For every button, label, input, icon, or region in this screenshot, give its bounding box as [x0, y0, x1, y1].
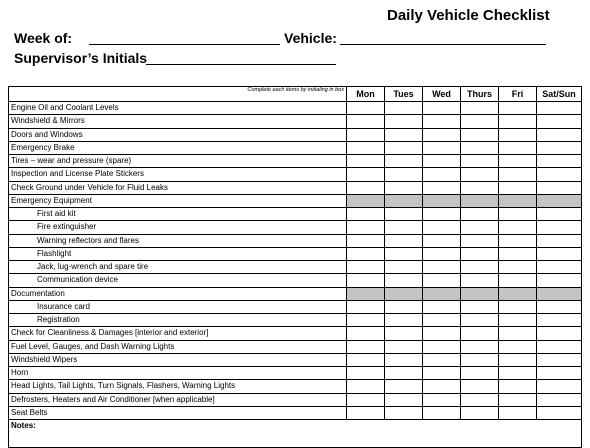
initial-box[interactable]	[385, 141, 423, 154]
initial-box	[537, 194, 582, 207]
notes-label: Notes:	[11, 421, 36, 430]
initial-box[interactable]	[537, 274, 582, 287]
initial-box[interactable]	[499, 155, 537, 168]
initial-box[interactable]	[461, 128, 499, 141]
initial-box[interactable]	[347, 367, 385, 380]
vehicle-label: Vehicle:	[284, 30, 337, 46]
initial-box[interactable]	[537, 234, 582, 247]
initial-box[interactable]	[423, 393, 461, 406]
initial-box[interactable]	[423, 221, 461, 234]
checklist-row	[9, 247, 582, 260]
initial-box[interactable]	[461, 141, 499, 154]
checklist-row	[9, 406, 582, 419]
checklist-row	[9, 181, 582, 194]
initial-box[interactable]	[499, 300, 537, 313]
checklist-item-label: Windshield & Mirrors	[9, 115, 347, 128]
checklist-row	[9, 314, 582, 327]
document-title: Daily Vehicle Checklist	[387, 7, 550, 24]
checklist-row	[9, 102, 582, 115]
initial-box	[347, 194, 385, 207]
checklist-row	[9, 128, 582, 141]
initial-box[interactable]	[385, 234, 423, 247]
initial-box[interactable]	[537, 181, 582, 194]
initial-box[interactable]	[499, 102, 537, 115]
initial-box[interactable]	[385, 128, 423, 141]
initial-box[interactable]	[537, 327, 582, 340]
initial-box[interactable]	[461, 327, 499, 340]
checklist-row	[9, 340, 582, 353]
checklist-row	[9, 115, 582, 128]
initial-box[interactable]	[423, 181, 461, 194]
checklist-item-label: Emergency Brake	[9, 141, 347, 154]
supervisor-initials-label: Supervisor’s Initials	[14, 50, 148, 66]
initial-box[interactable]	[385, 327, 423, 340]
checklist-item-label: Emergency Equipment	[9, 194, 347, 207]
initial-box[interactable]	[537, 353, 582, 366]
initial-box[interactable]	[347, 102, 385, 115]
checklist-item-label: Horn	[9, 367, 347, 380]
initial-box[interactable]	[461, 181, 499, 194]
checklist-item-label: Flashlight	[9, 247, 347, 260]
initial-box[interactable]	[347, 208, 385, 221]
day-header: Tues	[385, 87, 423, 102]
checklist-item-label: Insurance card	[9, 300, 347, 313]
checklist-item-label: First aid kit	[9, 208, 347, 221]
initial-box	[423, 194, 461, 207]
initial-box[interactable]	[385, 367, 423, 380]
initial-box	[499, 287, 537, 300]
initial-box[interactable]	[499, 353, 537, 366]
initial-box[interactable]	[423, 155, 461, 168]
checklist-row	[9, 327, 582, 340]
initial-box[interactable]	[537, 221, 582, 234]
initial-box[interactable]	[347, 380, 385, 393]
checklist-row	[9, 367, 582, 380]
initial-box[interactable]	[347, 141, 385, 154]
initial-box[interactable]	[499, 221, 537, 234]
initial-box[interactable]	[347, 155, 385, 168]
checklist-table	[8, 86, 582, 448]
initial-box[interactable]	[385, 261, 423, 274]
checklist-item-label: Registration	[9, 314, 347, 327]
checklist-row	[9, 300, 582, 313]
checklist-item-label: Jack, lug-wrench and spare tire	[9, 261, 347, 274]
initial-box[interactable]	[385, 393, 423, 406]
supervisor-initials-field[interactable]	[146, 64, 336, 65]
initial-box[interactable]	[461, 234, 499, 247]
initial-box[interactable]	[423, 115, 461, 128]
checklist-item-label: Warning reflectors and flares	[9, 234, 347, 247]
checklist-item-label: Tires – wear and pressure (spare)	[9, 155, 347, 168]
initial-box[interactable]	[385, 274, 423, 287]
initial-box[interactable]	[423, 327, 461, 340]
initial-box[interactable]	[461, 406, 499, 419]
checklist-item-label: Windshield Wipers	[9, 353, 347, 366]
initial-box[interactable]	[385, 247, 423, 260]
initial-box[interactable]	[385, 353, 423, 366]
initial-box[interactable]	[537, 367, 582, 380]
initial-box[interactable]	[461, 221, 499, 234]
initial-box[interactable]	[461, 274, 499, 287]
initial-box[interactable]	[423, 340, 461, 353]
checklist-row	[9, 155, 582, 168]
checklist-item-label: Engine Oil and Coolant Levels	[9, 102, 347, 115]
initial-box[interactable]	[347, 314, 385, 327]
initial-box[interactable]	[347, 128, 385, 141]
initial-box[interactable]	[423, 406, 461, 419]
initial-box[interactable]	[347, 300, 385, 313]
initial-box[interactable]	[461, 393, 499, 406]
initial-box[interactable]	[537, 168, 582, 181]
initial-box[interactable]	[385, 221, 423, 234]
instruction-text: Complete each items by initialing in box	[9, 87, 347, 102]
checklist-item-label: Check for Cleanliness & Damages [interior and exterior]	[9, 327, 347, 340]
initial-box[interactable]	[537, 247, 582, 260]
initial-box	[537, 287, 582, 300]
initial-box[interactable]	[461, 208, 499, 221]
initial-box[interactable]	[423, 168, 461, 181]
initial-box[interactable]	[347, 274, 385, 287]
checklist-item-label: Head Lights, Tail Lights, Turn Signals, Flashers, Warning Lights	[9, 380, 347, 393]
initial-box[interactable]	[499, 274, 537, 287]
initial-box[interactable]	[347, 406, 385, 419]
initial-box[interactable]	[385, 155, 423, 168]
initial-box[interactable]	[537, 300, 582, 313]
initial-box[interactable]	[423, 300, 461, 313]
initial-box[interactable]	[385, 380, 423, 393]
initial-box[interactable]	[499, 340, 537, 353]
initial-box[interactable]	[499, 393, 537, 406]
checklist-row	[9, 221, 582, 234]
initial-box[interactable]	[423, 380, 461, 393]
initial-box[interactable]	[461, 115, 499, 128]
initial-box[interactable]	[385, 340, 423, 353]
initial-box[interactable]	[385, 168, 423, 181]
initial-box[interactable]	[461, 300, 499, 313]
checklist-item-label: Check Ground under Vehicle for Fluid Leaks	[9, 181, 347, 194]
checklist-row	[9, 380, 582, 393]
initial-box	[423, 287, 461, 300]
initial-box[interactable]	[537, 155, 582, 168]
day-header: Mon	[347, 87, 385, 102]
initial-box[interactable]	[499, 181, 537, 194]
checklist-item-label: Communication device	[9, 274, 347, 287]
initial-box[interactable]	[461, 261, 499, 274]
initial-box[interactable]	[385, 181, 423, 194]
checklist-row	[9, 274, 582, 287]
day-header: Fri	[499, 87, 537, 102]
initial-box[interactable]	[537, 314, 582, 327]
initial-box[interactable]	[385, 115, 423, 128]
checklist-item-label: Seat Belts	[9, 406, 347, 419]
initial-box[interactable]	[423, 234, 461, 247]
initial-box[interactable]	[499, 314, 537, 327]
checklist-row	[9, 141, 582, 154]
checklist-row	[9, 168, 582, 181]
initial-box[interactable]	[423, 367, 461, 380]
initial-box[interactable]	[347, 393, 385, 406]
initial-box[interactable]	[385, 102, 423, 115]
initial-box[interactable]	[423, 247, 461, 260]
day-header: Thurs	[461, 87, 499, 102]
initial-box[interactable]	[499, 261, 537, 274]
initial-box[interactable]	[499, 247, 537, 260]
initial-box[interactable]	[347, 234, 385, 247]
initial-box	[499, 194, 537, 207]
initial-box[interactable]	[423, 208, 461, 221]
initial-box[interactable]	[347, 168, 385, 181]
initial-box[interactable]	[499, 168, 537, 181]
initial-box[interactable]	[499, 115, 537, 128]
initial-box	[461, 287, 499, 300]
initial-box[interactable]	[423, 128, 461, 141]
week-of-label: Week of:	[14, 30, 73, 46]
initial-box[interactable]	[499, 327, 537, 340]
initial-box[interactable]	[499, 234, 537, 247]
initial-box[interactable]	[347, 353, 385, 366]
initial-box[interactable]	[385, 314, 423, 327]
initial-box[interactable]	[385, 406, 423, 419]
initial-box[interactable]	[423, 353, 461, 366]
initial-box[interactable]	[461, 314, 499, 327]
initial-box[interactable]	[385, 300, 423, 313]
initial-box[interactable]	[499, 367, 537, 380]
initial-box[interactable]	[537, 406, 582, 419]
initial-box[interactable]	[347, 247, 385, 260]
checklist-row	[9, 393, 582, 406]
initial-box[interactable]	[499, 406, 537, 419]
initial-box[interactable]	[461, 367, 499, 380]
initial-box	[385, 194, 423, 207]
day-header: Sat/Sun	[537, 87, 582, 102]
checklist-item-label: Doors and Windows	[9, 128, 347, 141]
initial-box[interactable]	[461, 155, 499, 168]
initial-box[interactable]	[461, 380, 499, 393]
initial-box[interactable]	[423, 274, 461, 287]
initial-box	[461, 194, 499, 207]
checklist-row	[9, 353, 582, 366]
initial-box	[385, 287, 423, 300]
initial-box[interactable]	[537, 208, 582, 221]
table-header-row	[9, 87, 582, 102]
initial-box[interactable]	[461, 340, 499, 353]
checklist-item-label: Defrosters, Heaters and Air Conditioner [when applicable]	[9, 393, 347, 406]
checklist-row	[9, 287, 582, 300]
initial-box[interactable]	[423, 314, 461, 327]
checklist-row	[9, 208, 582, 221]
checklist-row	[9, 234, 582, 247]
initial-box[interactable]	[461, 102, 499, 115]
initial-box[interactable]	[347, 327, 385, 340]
initial-box[interactable]	[347, 340, 385, 353]
initial-box	[347, 287, 385, 300]
initial-box[interactable]	[499, 380, 537, 393]
initial-box[interactable]	[423, 261, 461, 274]
day-header: Wed	[423, 87, 461, 102]
initial-box[interactable]	[385, 208, 423, 221]
checklist-item-label: Fire extinguisher	[9, 221, 347, 234]
checklist-item-label: Fuel Level, Gauges, and Dash Warning Lights	[9, 340, 347, 353]
initial-box[interactable]	[423, 102, 461, 115]
initial-box[interactable]	[537, 261, 582, 274]
checklist-row	[9, 261, 582, 274]
initial-box[interactable]	[537, 141, 582, 154]
initial-box[interactable]	[537, 128, 582, 141]
initial-box[interactable]	[499, 141, 537, 154]
initial-box[interactable]	[537, 393, 582, 406]
notes-row	[9, 420, 582, 448]
initial-box[interactable]	[347, 221, 385, 234]
checklist-item-label: Inspection and License Plate Stickers	[9, 168, 347, 181]
initial-box[interactable]	[347, 261, 385, 274]
week-of-field[interactable]	[89, 44, 280, 45]
initial-box[interactable]	[347, 115, 385, 128]
initial-box[interactable]	[461, 168, 499, 181]
checklist-row	[9, 194, 582, 207]
vehicle-field[interactable]	[340, 44, 546, 45]
initial-box[interactable]	[347, 181, 385, 194]
initial-box[interactable]	[537, 115, 582, 128]
initial-box[interactable]	[499, 128, 537, 141]
initial-box[interactable]	[461, 353, 499, 366]
notes-field[interactable]	[9, 420, 582, 448]
checklist-item-label: Documentation	[9, 287, 347, 300]
initial-box[interactable]	[537, 340, 582, 353]
initial-box[interactable]	[499, 208, 537, 221]
initial-box[interactable]	[461, 247, 499, 260]
initial-box[interactable]	[537, 380, 582, 393]
initial-box[interactable]	[423, 141, 461, 154]
initial-box[interactable]	[537, 102, 582, 115]
